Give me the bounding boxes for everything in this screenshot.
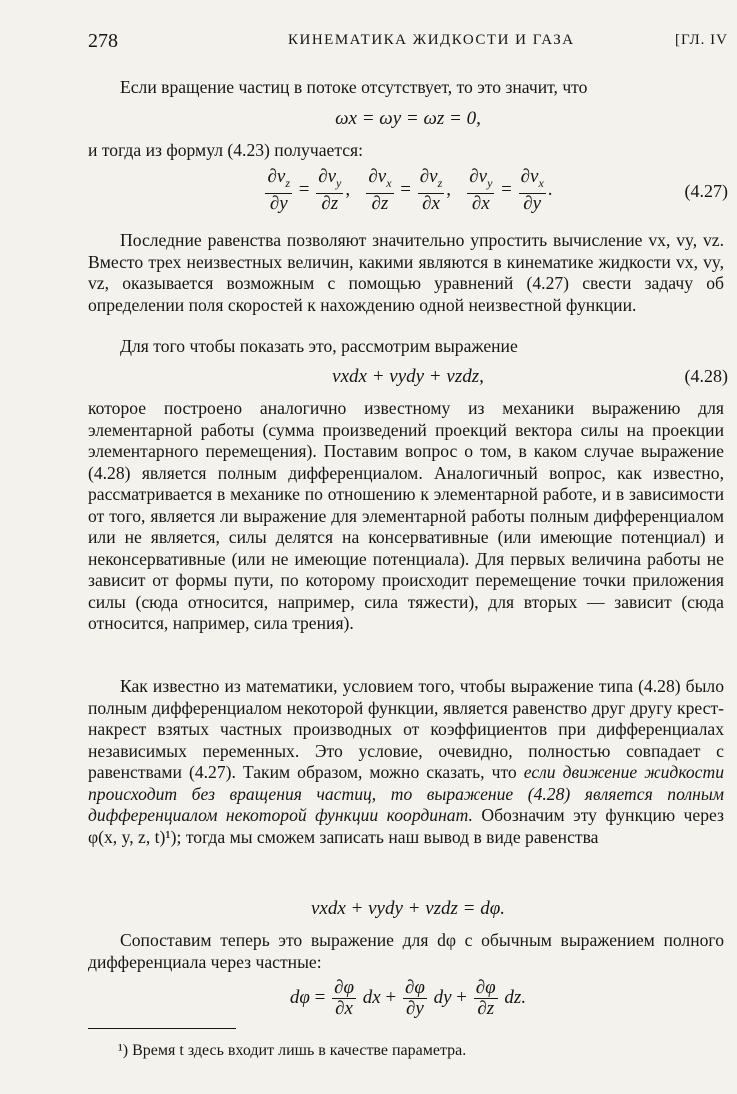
running-title: КИНЕМАТИКА ЖИДКОСТИ И ГАЗА — [288, 32, 575, 48]
footnote: ¹) Время t здесь входит лишь в качестве параметра. — [118, 1042, 467, 1059]
equation-omega-zero: ωx = ωy = ωz = 0, — [335, 108, 481, 129]
running-header — [88, 30, 728, 54]
equation-total-differential: dφ = $\frac{\partial\varphi}{\partial x}$ dx + $\frac{\partial\varphi}{\partial y}$ dy + $\frac{\partial\varphi}{\partial z}$ dz. — [289, 977, 527, 1019]
equation-4-28-body: vxdx + vydy + vzdz, — [332, 366, 484, 387]
paragraph-7: Сопоставим теперь это выражение для dφ с обычным выражением полного дифференциала через частные: — [88, 930, 724, 972]
footnote-rule — [88, 1028, 236, 1029]
equation-number-4-28: (4.28) — [684, 366, 728, 386]
paragraph-6-start: Как известно из математики, условием того, чтобы выражение типа (4.28) было полным дифференциалом некоторой функции, является равенство друг другу крест-накрест взятых частных производных от коэффициентов при дифференциалах независимых переменных. Это условие, очевидно, полностью совпадает с равенствами (4.27). Таким образом, можно сказать, что — [88, 676, 724, 782]
paragraph-6-italic: если движение жидкости происходит без вращения частиц, то выражение (4.28) является полным дифференциалом некоторой функции координат. — [88, 762, 724, 825]
equation-number-4-27: (4.27) — [684, 181, 728, 201]
equation-dphi: vxdx + vydy + vzdz = dφ. — [310, 898, 506, 919]
paragraph-5: которое построено аналогично известному из механики выражению для элементарной работы (сумма произведений проекций вектора силы на проекции элементарного перемещения). Поставим вопрос о том, в каком случае выражение (4.28) является полным дифференциалом. Аналогичный вопрос, как известно, рассматривается в механике по отношению к элементарной работе, и в зависимости от того, является ли выражение для элементарной работы полным дифференциалом или не является, силы делятся на консервативные (или имеющие потенциал) и неконсервативные (или не имеющие потенциала). Для первых величина работы не зависит от формы пути, по которому происходит перемещение точки приложения силы (сюда относится, например, сила тяжести), для вторых — зависит (сюда относится, например, сила трения). — [88, 398, 724, 633]
paragraph-1: Если вращение частиц в потоке отсутствует, то это значит, что — [120, 77, 588, 97]
paragraph-4: Для того чтобы показать это, рассмотрим выражение — [120, 336, 518, 356]
equation-4-28 — [88, 366, 728, 388]
equation-4-27: $\frac{\partial v_z}{\partial y}$ = $\frac{\partial v_y}{\partial z}$ , $\frac{\partial v_x}{\partial z}$ = $\frac{\partial v_z}{\partial x}$ , $\frac{\partial v_y}{\partial x}$ = $\frac{\partial v_x}{\partial y}$ . (4.27) — [267, 166, 728, 214]
chapter-label: [ГЛ. IV — [674, 32, 728, 48]
paragraph-6 — [88, 676, 724, 848]
page-number: 278 — [88, 30, 118, 52]
paragraph-2: и тогда из формул (4.23) получается: — [88, 140, 364, 160]
paragraph-3: Последние равенства позволяют значительно упростить вычисление vx, vy, vz. Вместо трех неизвестных величин, какими являются в кинематике жидкости vx, vy, vz, оказывается возможным с помощью уравнений (4.27) свести задачу об определении поля скоростей к нахождению одной неизвестной функции. — [88, 230, 724, 315]
paragraph-6-end: Обозначим эту функцию через φ(x, y, z, t)¹); тогда мы сможем записать наш вывод в виде равенства — [88, 805, 724, 847]
